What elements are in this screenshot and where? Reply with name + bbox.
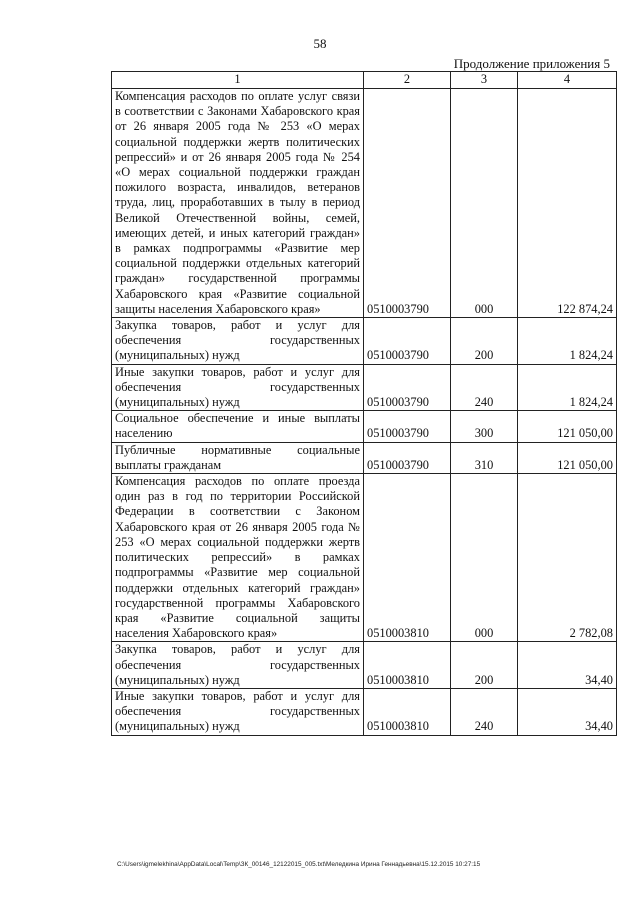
row-description: Закупка товаров, работ и услуг для обеспечения государственных (муниципальных) нужд	[112, 642, 364, 689]
row-code: 0510003810	[364, 642, 451, 689]
row-description: Социальное обеспечение и иные выплаты населению	[112, 411, 364, 442]
column-header-amount: 4	[518, 72, 617, 89]
continuation-label: Продолжение приложения 5	[453, 56, 610, 71]
row-code: 0510003790	[364, 364, 451, 411]
row-description: Компенсация расходов по оплате проезда один раз в год по территории Российской Федерации в соответствии с Законом Хабаровского края от 26 января 2005 года № 253 «О мерах социальной поддержки жертв политических репрессий» в рамках подпрограммы «Развитие мер социальной поддержки отдельных категорий граждан» государственной программы Хабаровского края «Развитие социальной защиты населения Хабаровского края»	[112, 474, 364, 642]
row-amount: 34,40	[518, 642, 617, 689]
table-row	[112, 318, 617, 365]
page-number: 58	[313, 36, 327, 51]
row-code: 0510003790	[364, 318, 451, 365]
column-header-description: 1	[112, 72, 364, 89]
row-description: Публичные нормативные социальные выплаты гражданам	[112, 442, 364, 473]
row-code: 0510003810	[364, 688, 451, 735]
table-header-row	[112, 72, 617, 89]
document-footer-path: C:\Users\igmelekhina\AppData\Local\Temp\ЗК_00146_12122015_005.txt\Меледкина Ирина Геннадьевна\15.12.2015 10:27:15	[117, 861, 481, 868]
row-description: Иные закупки товаров, работ и услуг для обеспечения государственных (муниципальных) нужд	[112, 364, 364, 411]
row-code: 0510003810	[364, 474, 451, 642]
budget-table	[111, 71, 617, 736]
table-row	[112, 364, 617, 411]
row-description: Закупка товаров, работ и услуг для обеспечения государственных (муниципальных) нужд	[112, 318, 364, 365]
table-row	[112, 642, 617, 689]
row-description: Компенсация расходов по оплате услуг связи в соответствии с Законами Хабаровского края от 26 января 2005 года № 253 «О мерах социальной поддержки жертв политических репрессий» и от 26 января 2005 года № 254 «О мерах социальной поддержки граждан пожилого возраста, инвалидов, ветеранов труда, лиц, проработавших в тылу в период Великой Отечественной войны, семей, имеющих детей, и иных категорий граждан» в рамках подпрограммы «Развитие мер социальной поддержки отдельных категорий граждан» государственной программы Хабаровского края «Развитие социальной защиты населения Хабаровского края»	[112, 89, 364, 318]
row-type: 000	[451, 89, 518, 318]
table-row	[112, 688, 617, 735]
table-row	[112, 411, 617, 442]
row-type: 200	[451, 318, 518, 365]
row-code: 0510003790	[364, 89, 451, 318]
row-amount: 121 050,00	[518, 411, 617, 442]
table-row	[112, 89, 617, 318]
row-amount: 1 824,24	[518, 318, 617, 365]
table-row	[112, 474, 617, 642]
row-description: Иные закупки товаров, работ и услуг для обеспечения государственных (муниципальных) нужд	[112, 688, 364, 735]
row-type: 200	[451, 642, 518, 689]
column-header-type: 3	[451, 72, 518, 89]
row-type: 310	[451, 442, 518, 473]
row-type: 300	[451, 411, 518, 442]
row-amount: 34,40	[518, 688, 617, 735]
row-type: 240	[451, 364, 518, 411]
row-amount: 121 050,00	[518, 442, 617, 473]
column-header-code: 2	[364, 72, 451, 89]
row-amount: 2 782,08	[518, 474, 617, 642]
row-type: 240	[451, 688, 518, 735]
table-row	[112, 442, 617, 473]
row-amount: 122 874,24	[518, 89, 617, 318]
row-code: 0510003790	[364, 442, 451, 473]
row-type: 000	[451, 474, 518, 642]
row-code: 0510003790	[364, 411, 451, 442]
row-amount: 1 824,24	[518, 364, 617, 411]
